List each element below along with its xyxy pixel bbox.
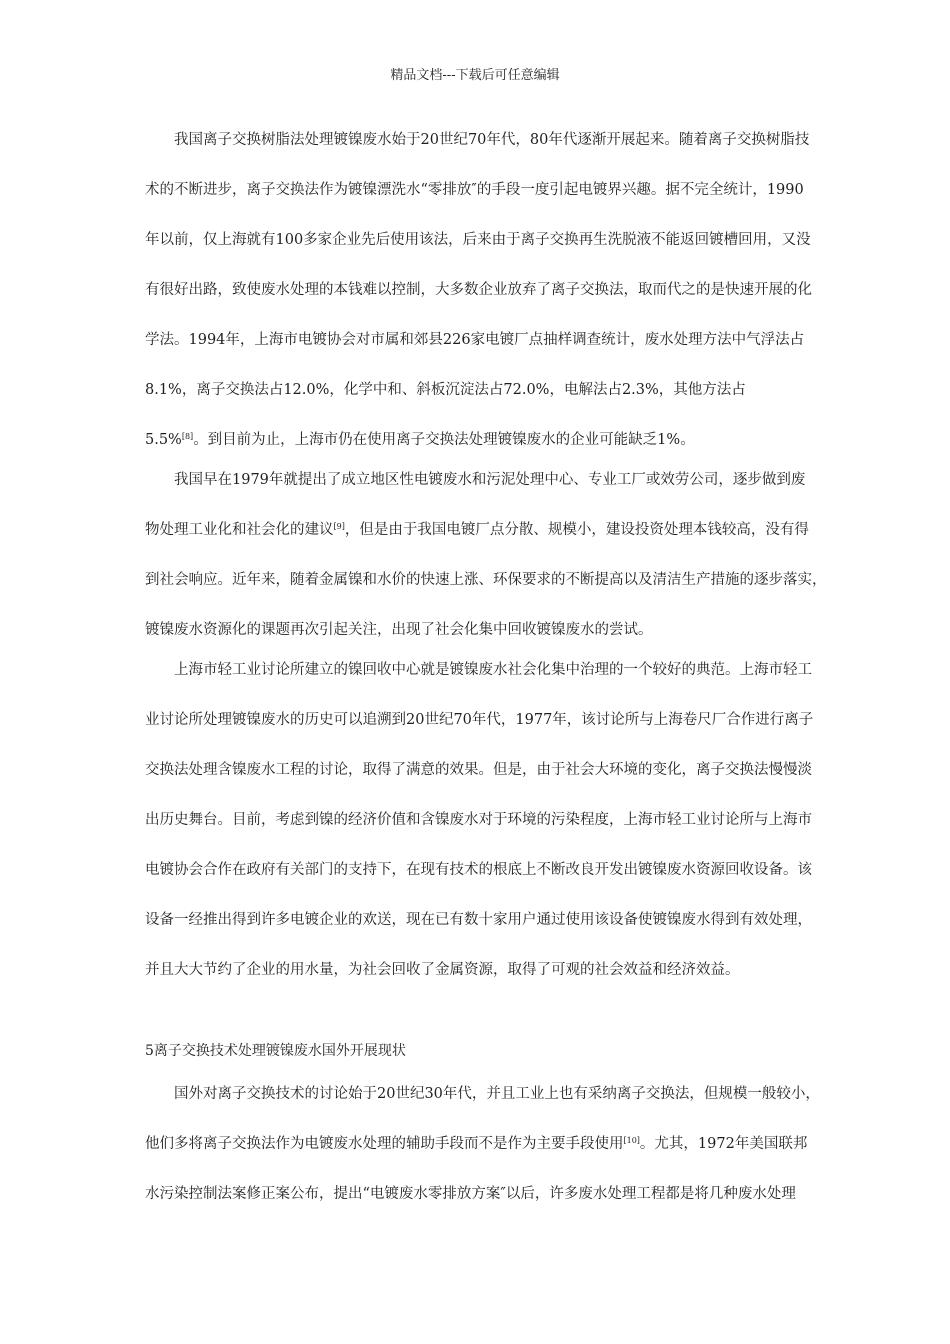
text-line: 8.1%，离子交换法占12.0%，化学中和、斜板沉淀法占72.0%，电解法占2.3%，其他方法占: [145, 382, 746, 398]
text-line: 设备一经推出得到许多电镀企业的欢送，现在已有数十家用户通过使用该设备使镀镍废水得到有效处理，: [145, 912, 812, 928]
text-line: 镀镍废水资源化的课题再次引起关注，出现了社会化集中回收镀镍废水的尝试。: [145, 622, 653, 638]
citation-ref: [8]: [181, 432, 194, 441]
text-line: 国外对离子交换技术的讨论始于20世纪30年代，并且工业上也有采纳离子交换法，但规模一般较小，: [174, 1086, 820, 1102]
text-run: 。尤其，1972年美国联邦: [639, 1136, 808, 1152]
text-line: 电镀协会合作在政府有关部门的支持下，在现有技术的根底上不断改良开发出镀镍废水资源回收设备。该: [145, 862, 812, 878]
text-line: 上海市轻工业讨论所建立的镍回收中心就是镀镍废水社会化集中治理的一个较好的典范。上海市轻工: [174, 662, 812, 678]
text-line: 并且大大节约了企业的用水量，为社会回收了金属资源，取得了可观的社会效益和经济效益。: [145, 962, 740, 978]
text-line: 术的不断进步，离子交换法作为镀镍漂洗水“零排放″的手段一度引起电镀界兴趣。据不完全统计，1990: [145, 182, 804, 198]
text-run: 他们多将离子交换法作为电镀废水处理的辅助手段而不是作为主要手段使用: [145, 1136, 624, 1152]
text-line: 交换法处理含镍废水工程的讨论，取得了满意的效果。但是，由于社会大环境的变化，离子交换法慢慢淡: [145, 762, 812, 778]
text-line: 到社会响应。近年来，随着金属镍和水价的快速上涨、环保要求的不断提高以及清洁生产措施的逐步落实，: [145, 572, 827, 588]
text-line: 出历史舞台。目前，考虑到镍的经济价值和含镍废水对于环境的污染程度，上海市轻工业讨论所与上海市: [145, 812, 812, 828]
text-line: [145, 1132, 807, 1153]
text-run: ，但是由于我国电镀厂点分散、规模小，建设投资处理本钱较高，没有得: [344, 522, 809, 538]
text-line: 水污染控制法案修正案公布，提出“电镀废水零排放方案″以后，许多废水处理工程都是将几种废水处理: [145, 1186, 796, 1202]
text-line: 学法。1994年，上海市电镀协会对市属和郊县226家电镀厂点抽样调查统计，废水处理方法中气浮法占: [145, 332, 805, 348]
text-line: 我国早在1979年就提出了成立地区性电镀废水和污泥处理中心、专业工厂或效劳公司，逐步做到废: [174, 472, 806, 488]
text-run: 物处理工业化和社会化的建议: [145, 522, 334, 538]
text-line: 业讨论所处理镀镍废水的历史可以追溯到20世纪70年代，1977年，该讨论所与上海卷尺厂合作进行离子: [145, 712, 814, 728]
page-header: 精品文档---下载后可任意编辑: [390, 68, 560, 83]
text-run: 。到目前为止，上海市仍在使用离子交换法处理镀镍废水的企业可能缺乏1%。: [193, 432, 695, 448]
section-heading: 5离子交换技术处理镀镍废水国外开展现状: [145, 1043, 406, 1059]
citation-ref: [10]: [623, 1136, 640, 1145]
text-line: [145, 428, 695, 449]
text-line: 年以前，仅上海就有100多家企业先后使用该法，后来由于离子交换再生洗脱液不能返回镀槽回用，又没: [145, 232, 811, 248]
text-line: 有很好出路，致使废水处理的本钱难以控制，大多数企业放弃了离子交换法，取而代之的是快速开展的化: [145, 282, 812, 298]
text-line: 我国离子交换树脂法处理镀镍废水始于20世纪70年代，80年代逐渐开展起来。随着离子交换树脂技: [174, 132, 810, 148]
citation-ref: [9]: [333, 522, 345, 531]
text-line: [145, 518, 809, 539]
text-run: 5.5%: [145, 432, 182, 448]
